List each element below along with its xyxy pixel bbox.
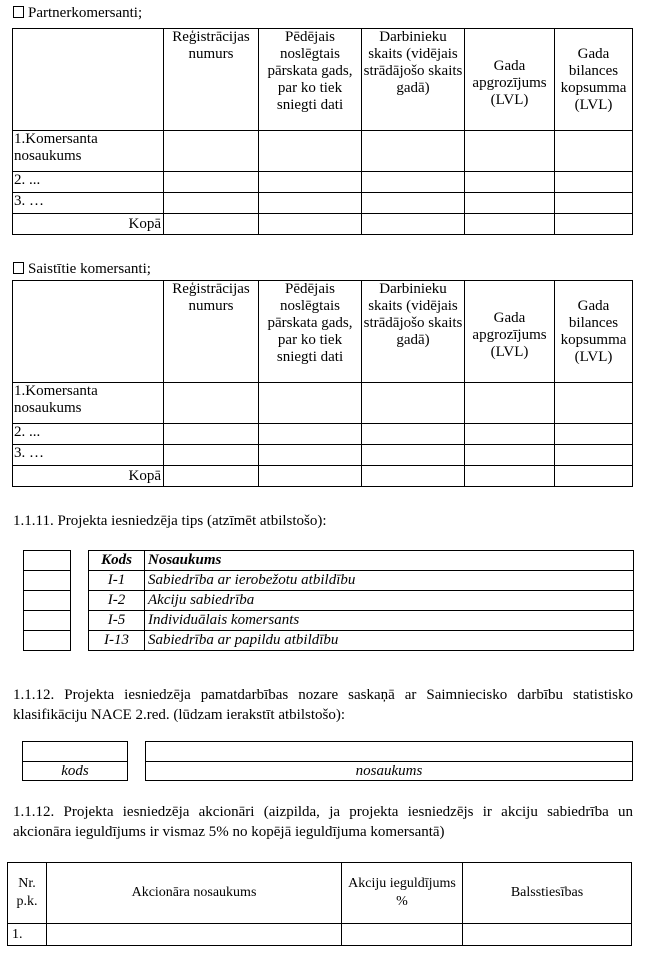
- type-checkbox[interactable]: [24, 611, 71, 631]
- row-number: 1.: [8, 924, 47, 946]
- nace-heading: 1.1.12. Projekta iesniedzēja pamatdarbības nozare saskaņā ar Saimniecisko darbību statistisko klasifikāciju NACE 2.red. (lūdzam ierakstīt atbilstošo):: [13, 687, 633, 723]
- total-row: [13, 466, 633, 487]
- table-row: [89, 571, 634, 591]
- header-year: Pēdējais noslēgtais pārskata gads, par ko tiek sniegti dati: [259, 281, 362, 383]
- table-row: [89, 631, 634, 651]
- cell[interactable]: [342, 924, 463, 946]
- row-label: 1.Komersanta nosaukums: [13, 131, 164, 172]
- cell[interactable]: [555, 131, 633, 172]
- cell[interactable]: [555, 383, 633, 424]
- nace-code-label: kods: [23, 762, 128, 781]
- header-votes: Balsstiesības: [463, 863, 632, 924]
- table-header-row: [13, 281, 633, 383]
- cell[interactable]: [465, 445, 555, 466]
- table-header-row: [13, 29, 633, 131]
- header-code: Kods: [89, 551, 145, 571]
- type-heading: 1.1.11. Projekta iesniedzēja tips (atzīmēt atbilstošo):: [13, 513, 327, 529]
- cell[interactable]: [164, 445, 259, 466]
- type-name: Individuālais komersants: [145, 611, 634, 631]
- header-staff: Darbinieku skaits (vidējais strādājošo skaits gadā): [362, 281, 465, 383]
- cell[interactable]: [465, 466, 555, 487]
- type-checkbox[interactable]: [24, 551, 71, 571]
- cell[interactable]: [555, 466, 633, 487]
- nace-name-label: nosaukums: [146, 762, 633, 781]
- cell[interactable]: [465, 214, 555, 235]
- type-code: I-5: [89, 611, 145, 631]
- type-code: I-2: [89, 591, 145, 611]
- cell[interactable]: [555, 193, 633, 214]
- table-header-row: [8, 863, 632, 924]
- header-nr: Nr. p.k.: [8, 863, 47, 924]
- header-name: Nosaukums: [145, 551, 634, 571]
- related-heading: Saistītie komersanti;: [13, 261, 151, 278]
- cell[interactable]: [164, 214, 259, 235]
- checkbox-partners[interactable]: [13, 6, 24, 18]
- nace-name-box: [145, 741, 633, 781]
- cell[interactable]: [259, 445, 362, 466]
- header-blank: [13, 29, 164, 131]
- header-reg: Reģistrācijas numurs: [164, 29, 259, 131]
- header-turnover: Gada apgrozījums (LVL): [465, 29, 555, 131]
- type-checkbox[interactable]: [24, 631, 71, 651]
- cell[interactable]: [362, 193, 465, 214]
- header-turnover: Gada apgrozījums (LVL): [465, 281, 555, 383]
- cell[interactable]: [47, 924, 342, 946]
- related-table: [12, 280, 633, 487]
- cell[interactable]: [362, 424, 465, 445]
- cell[interactable]: [259, 214, 362, 235]
- cell[interactable]: [362, 214, 465, 235]
- type-name: Sabiedrība ar papildu atbildību: [145, 631, 634, 651]
- table-row: [13, 193, 633, 214]
- cell[interactable]: [465, 193, 555, 214]
- cell[interactable]: [164, 193, 259, 214]
- cell[interactable]: [362, 466, 465, 487]
- table-header-row: [89, 551, 634, 571]
- cell[interactable]: [555, 172, 633, 193]
- header-blank: [13, 281, 164, 383]
- row-label: 2. ...: [13, 172, 164, 193]
- nace-code-box: [22, 741, 128, 781]
- cell[interactable]: [164, 424, 259, 445]
- header-staff: Darbinieku skaits (vidējais strādājošo skaits gadā): [362, 29, 465, 131]
- shareholders-table: [7, 862, 632, 946]
- shareholders-heading: 1.1.12. Projekta iesniedzēja akcionāri (aizpilda, ja projekta iesniedzējs ir akciju sabiedrība un akcionāra ieguldījums ir vismaz 5% no kopējā ieguldījuma komersantā): [13, 804, 633, 840]
- cell[interactable]: [465, 172, 555, 193]
- header-reg: Reģistrācijas numurs: [164, 281, 259, 383]
- row-label: 3. …: [13, 193, 164, 214]
- header-balance: Gada bilances kopsumma (LVL): [555, 29, 633, 131]
- partners-table: [12, 28, 633, 235]
- type-code: I-1: [89, 571, 145, 591]
- cell[interactable]: [555, 424, 633, 445]
- cell[interactable]: [259, 131, 362, 172]
- checkbox-related[interactable]: [13, 262, 24, 274]
- header-share: Akciju ieguldījums %: [342, 863, 463, 924]
- cell[interactable]: [259, 172, 362, 193]
- table-row: [13, 424, 633, 445]
- type-checkbox[interactable]: [24, 571, 71, 591]
- cell[interactable]: [465, 131, 555, 172]
- type-name: Akciju sabiedrība: [145, 591, 634, 611]
- cell[interactable]: [362, 172, 465, 193]
- cell[interactable]: [362, 445, 465, 466]
- nace-code-input[interactable]: [23, 742, 128, 762]
- table-row: [13, 131, 633, 172]
- cell[interactable]: [164, 383, 259, 424]
- row-label: 3. …: [13, 445, 164, 466]
- cell[interactable]: [259, 466, 362, 487]
- row-label: 1.Komersanta nosaukums: [13, 383, 164, 424]
- cell[interactable]: [164, 131, 259, 172]
- total-row: [13, 214, 633, 235]
- header-balance: Gada bilances kopsumma (LVL): [555, 281, 633, 383]
- cell[interactable]: [555, 445, 633, 466]
- cell[interactable]: [465, 383, 555, 424]
- cell[interactable]: [259, 424, 362, 445]
- header-shareholder-name: Akcionāra nosaukums: [47, 863, 342, 924]
- row-label: 2. ...: [13, 424, 164, 445]
- table-row: [13, 383, 633, 424]
- cell[interactable]: [362, 383, 465, 424]
- total-label: Kopā: [13, 214, 164, 235]
- cell[interactable]: [164, 172, 259, 193]
- cell[interactable]: [362, 131, 465, 172]
- table-row: [8, 924, 632, 946]
- type-name: Sabiedrība ar ierobežotu atbildību: [145, 571, 634, 591]
- type-code-table: [88, 550, 634, 651]
- table-row: [13, 172, 633, 193]
- nace-name-input[interactable]: [146, 742, 633, 762]
- type-checkbox-column: [23, 550, 71, 651]
- header-year: Pēdējais noslēgtais pārskata gads, par ko tiek sniegti dati: [259, 29, 362, 131]
- cell[interactable]: [259, 383, 362, 424]
- type-checkbox[interactable]: [24, 591, 71, 611]
- table-row: [13, 445, 633, 466]
- total-label: Kopā: [13, 466, 164, 487]
- table-row: [89, 611, 634, 631]
- cell[interactable]: [463, 924, 632, 946]
- type-code: I-13: [89, 631, 145, 651]
- cell[interactable]: [164, 466, 259, 487]
- partners-heading: Partnerkomersanti;: [13, 5, 142, 22]
- cell[interactable]: [555, 214, 633, 235]
- table-row: [89, 591, 634, 611]
- cell[interactable]: [259, 193, 362, 214]
- cell[interactable]: [465, 424, 555, 445]
